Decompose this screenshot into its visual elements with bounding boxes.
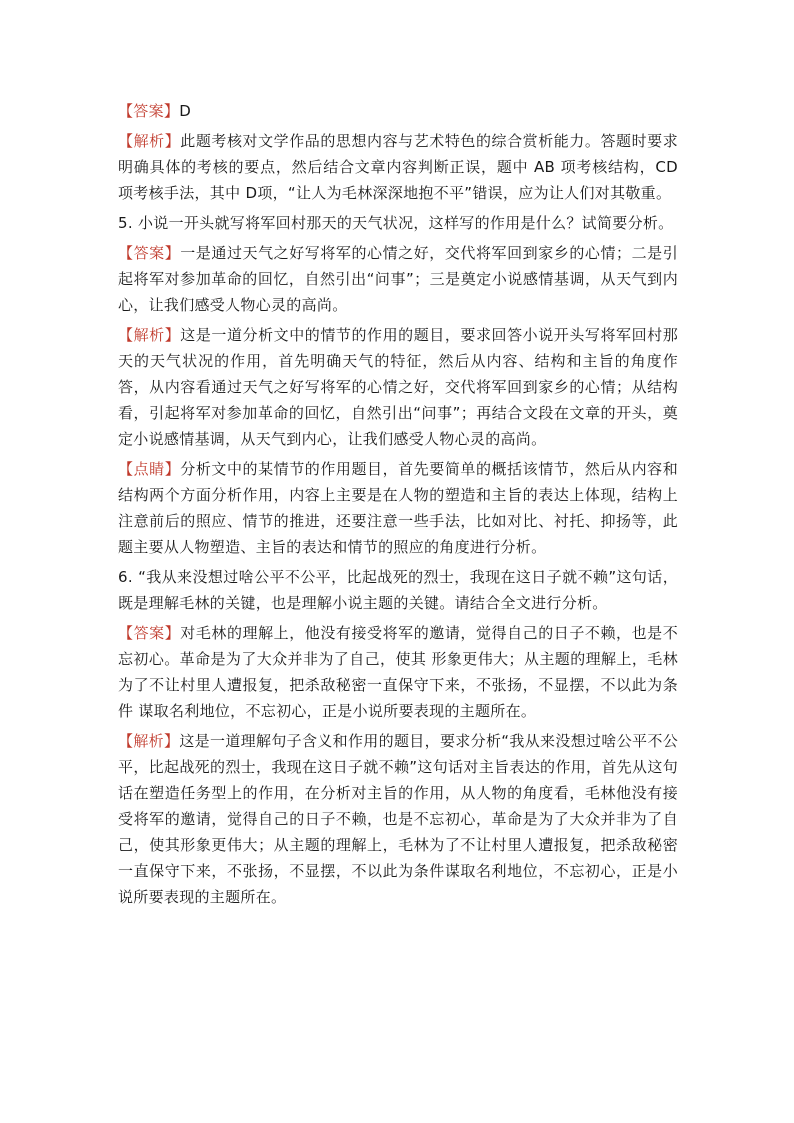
question-text: 6. “我从来没想过啥公平不公平，比起战死的烈士，我现在这日子就不赖”这句话，既是理解毛林的关键，也是理解小说主题的关键。请结合全文进行分析。 (118, 568, 678, 612)
answer-4 (118, 98, 678, 124)
analysis-tag: 【解析】 (118, 326, 181, 344)
analysis-text: 此题考核对文学作品的思想内容与艺术特色的综合赏析能力。答题时要求明确具体的考核的要点，然后结合文章内容判断正误，题中 AB 项考核结构，CD 项考核手法，其中 D项，“让人为毛林深深地抱不平”错误，应为让人们对其敬重。 (118, 132, 679, 202)
answer-tag: 【答案】 (118, 102, 180, 120)
analysis-5 (118, 322, 678, 452)
analysis-text: 这是一道分析文中的情节的作用的题目，要求回答小说开头写将军回村那天的天气状况的作用，首先明确天气的特征，然后从内容、结构和主旨的角度作答，从内容看通过天气之好写将军的心情之好，交代将军回到家乡的心情；从结构看，引起将军对参加革命的回忆，自然引出“问事”；再结合文段在文章的开头，奠定小说感情基调，从天气到内心，让我们感受人物心灵的高尚。 (118, 326, 679, 448)
highlight-5 (118, 456, 678, 560)
answer-text: 对毛林的理解上，他没有接受将军的邀请，觉得自己的日子不赖，也是不忘初心。革命是为了大众并非为了自己，使其 形象更伟大；从主题的理解上，毛林为了不让村里人遭报复，把杀敌秘密一直保守下来，不张扬，不显摆，不以此为条件 谋取名利地位，不忘初心，正是小说所要表现的主题所在。 (118, 624, 679, 720)
answer-tag: 【答案】 (118, 244, 181, 262)
analysis-tag: 【解析】 (118, 132, 181, 150)
answer-5 (118, 240, 678, 318)
question-text: 5. 小说一开头就写将军回村那天的天气状况，这样写的作用是什么？试简要分析。 (118, 214, 674, 232)
highlight-text: 分析文中的某情节的作用题目，首先要简单的概括该情节，然后从内容和结构两个方面分析作用，内容上主要是在人物的塑造和主旨的表达上体现，结构上注意前后的照应、情节的推进，还要注意一些手法，比如对比、衬托、抑扬等，此题主要从人物塑造、主旨的表达和情节的照应的角度进行分析。 (118, 460, 679, 556)
highlight-tag: 【点睛】 (118, 460, 181, 478)
answer-text: 一是通过天气之好写将军的心情之好，交代将军回到家乡的心情；二是引起将军对参加革命的回忆，自然引出“问事”；三是奠定小说感情基调，从天气到内心，让我们感受人物心灵的高尚。 (118, 244, 679, 314)
answer-text: D (179, 102, 192, 120)
analysis-4 (118, 128, 678, 206)
question-5 (118, 210, 678, 236)
answer-tag: 【答案】 (118, 624, 181, 642)
question-6 (118, 564, 678, 616)
answer-6 (118, 620, 678, 724)
answer-content (118, 98, 678, 914)
analysis-tag: 【解析】 (118, 732, 180, 750)
analysis-text: 这是一道理解句子含义和作用的题目，要求分析“我从来没想过啥公平不公平，比起战死的烈士，我现在这日子就不赖”这句话对主旨表达的作用，首先从这句话在塑造任务型上的作用，在分析对主旨的作用，从人物的角度看，毛林他没有接受将军的邀请，觉得自己的日子不赖，也是不忘初心，革命是为了大众并非为了自己，使其形象更伟大；从主题的理解上，毛林为了不让村里人遭报复，把杀敌秘密一直保守下来，不张扬，不显摆，不以此为条件谋取名利地位，不忘初心，正是小说所要表现的主题所在。 (118, 732, 678, 906)
analysis-6 (118, 728, 678, 910)
